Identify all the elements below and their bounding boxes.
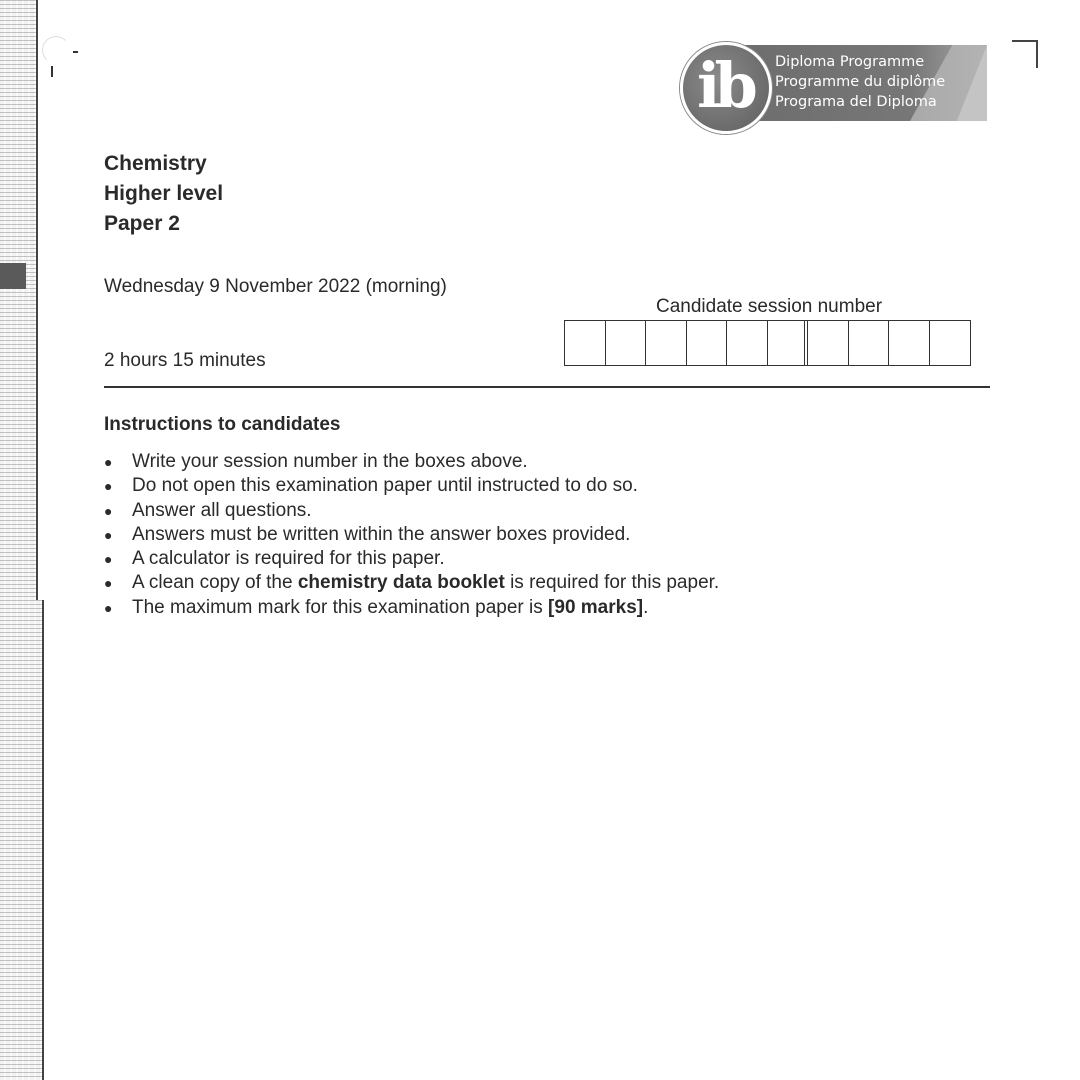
exam-duration: 2 hours 15 minutes bbox=[104, 350, 266, 371]
logo-line-es: Programa del Diploma bbox=[775, 94, 937, 110]
bullet-icon: ● bbox=[104, 502, 113, 519]
scan-binding-strip-lower bbox=[0, 600, 44, 1080]
instruction-emphasis: [90 marks] bbox=[548, 596, 644, 618]
instruction-item bbox=[104, 499, 719, 523]
subject-title: Chemistry bbox=[104, 152, 207, 175]
instruction-text: Write your session number in the boxes above. bbox=[132, 451, 528, 472]
ib-logo bbox=[680, 42, 990, 134]
section-divider bbox=[104, 386, 990, 388]
corner-crop-mark bbox=[1012, 40, 1038, 68]
instruction-text: Answers must be written within the answer boxes provided. bbox=[132, 523, 631, 545]
paper-title-block bbox=[104, 149, 223, 239]
logo-line-fr: Programme du diplôme bbox=[775, 74, 946, 90]
bullet-icon: ● bbox=[104, 551, 113, 568]
level-title: Higher level bbox=[104, 182, 224, 205]
instruction-item bbox=[104, 596, 719, 620]
instructions-heading: Instructions to candidates bbox=[104, 414, 341, 435]
ib-glyph: ib bbox=[697, 49, 752, 122]
strip-marker bbox=[0, 263, 26, 289]
session-digit-box[interactable] bbox=[606, 321, 647, 365]
session-digit-box[interactable] bbox=[849, 321, 890, 365]
session-digit-box[interactable] bbox=[768, 321, 809, 365]
instructions-list bbox=[104, 450, 719, 620]
instruction-text: A calculator is required for this paper. bbox=[132, 548, 445, 570]
bullet-icon: ● bbox=[104, 599, 113, 616]
instruction-text: The maximum mark for this examination paper is bbox=[132, 596, 549, 618]
instruction-item bbox=[104, 523, 719, 547]
instruction-text: A clean copy of the bbox=[132, 572, 298, 594]
paper-number: Paper 2 bbox=[104, 212, 180, 235]
registration-circle-icon bbox=[42, 36, 70, 64]
instruction-item bbox=[104, 547, 719, 571]
bullet-icon: ● bbox=[104, 478, 113, 495]
exam-date: Wednesday 9 November 2022 (morning) bbox=[104, 276, 447, 297]
session-digit-box[interactable] bbox=[727, 321, 768, 365]
session-digit-box[interactable] bbox=[930, 321, 971, 365]
logo-line-en: Diploma Programme bbox=[775, 54, 925, 70]
session-number-label: Candidate session number bbox=[656, 296, 883, 317]
session-digit-box[interactable] bbox=[565, 321, 606, 365]
bullet-icon: ● bbox=[104, 526, 113, 543]
instruction-text: Answer all questions. bbox=[132, 499, 312, 521]
registration-tick bbox=[73, 51, 78, 53]
instruction-item bbox=[104, 450, 719, 474]
session-digit-box[interactable] bbox=[687, 321, 728, 365]
session-digit-box[interactable] bbox=[808, 321, 849, 365]
registration-tick bbox=[51, 66, 53, 77]
session-number-boxes bbox=[564, 320, 971, 366]
instruction-text: Do not open this examination paper until instructed to do so. bbox=[132, 475, 638, 497]
session-digit-box[interactable] bbox=[646, 321, 687, 365]
instruction-item bbox=[104, 571, 719, 595]
logo-text bbox=[775, 52, 945, 112]
instruction-text: . bbox=[643, 596, 649, 618]
ib-logo-circle-icon bbox=[680, 42, 772, 134]
bullet-icon: ● bbox=[104, 575, 113, 592]
instruction-item bbox=[104, 474, 719, 498]
instruction-text: is required for this paper. bbox=[504, 572, 720, 594]
instruction-emphasis: chemistry data booklet bbox=[297, 572, 505, 594]
bullet-icon: ● bbox=[104, 454, 113, 470]
session-digit-box[interactable] bbox=[889, 321, 930, 365]
